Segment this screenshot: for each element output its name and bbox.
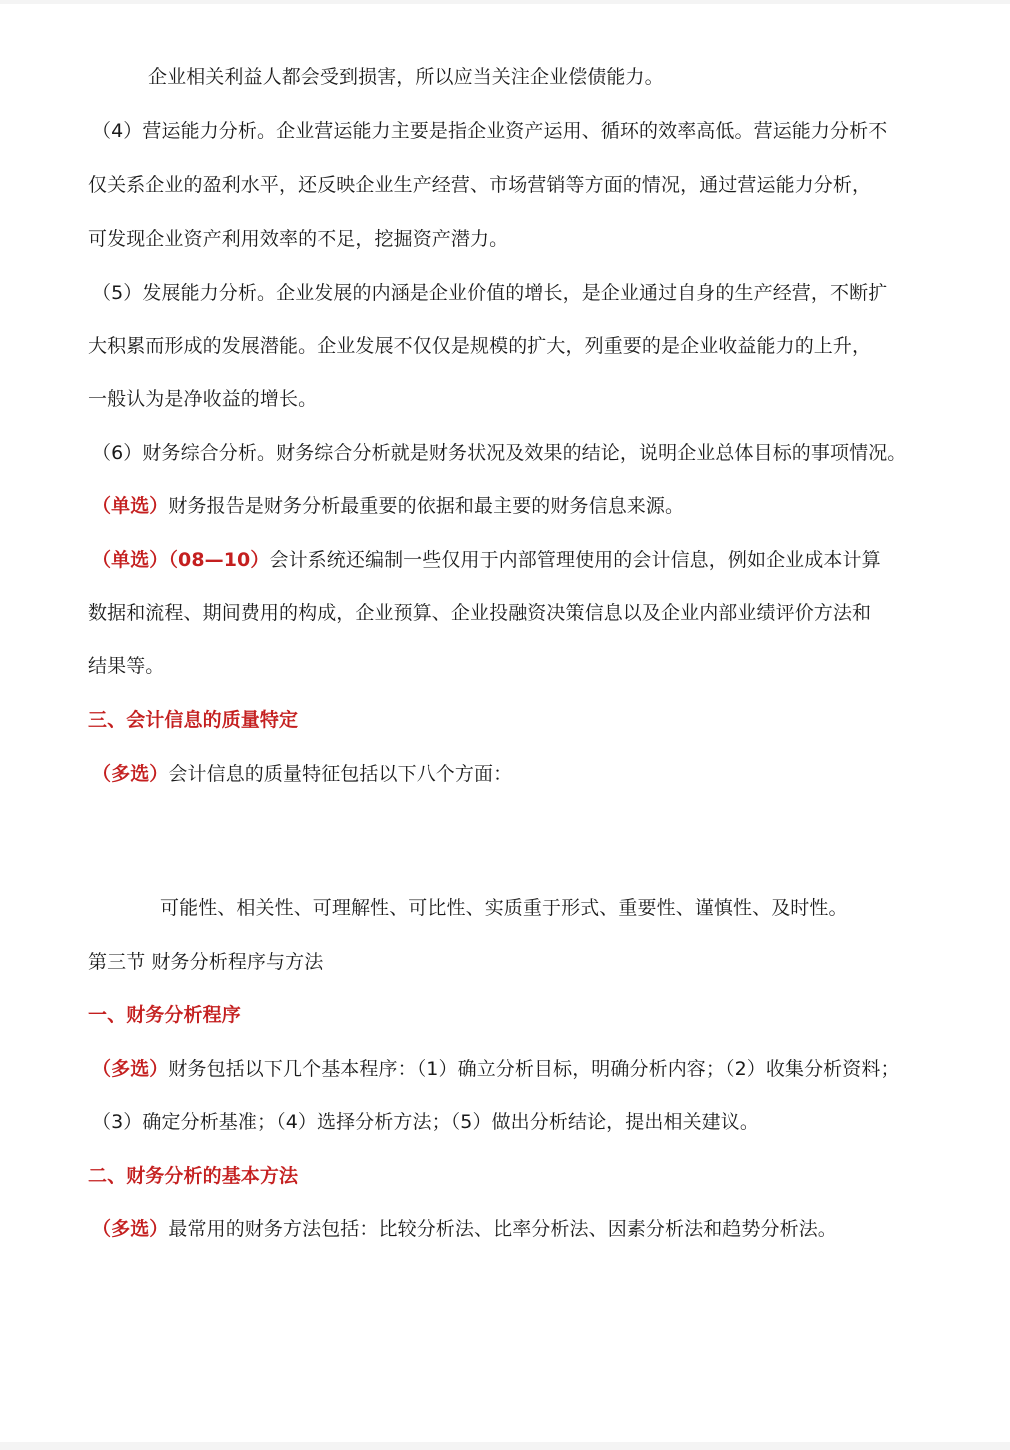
text-span: 财务报告是财务分析最重要的依据和最主要的财务信息来源。 bbox=[168, 495, 685, 517]
text-line: 结果等。 bbox=[88, 655, 165, 677]
text-span: 会计信息的质量特征包括以下八个方面： bbox=[168, 763, 513, 785]
text-line: 数据和流程、期间费用的构成，企业预算、企业投融资决策信息以及企业内部业绩评价方法和 bbox=[88, 602, 872, 624]
text-line: （4）营运能力分析。企业营运能力主要是指企业资产运用、循环的效率高低。营运能力分析不 bbox=[92, 120, 888, 142]
document-page bbox=[0, 4, 1010, 1442]
question-type-tag: （多选） bbox=[92, 763, 169, 785]
text-span: 财务包括以下几个基本程序：（1）确立分析目标，明确分析内容；（2）收集分析资料； bbox=[168, 1058, 900, 1080]
text-line: （3）确定分析基准；（4）选择分析方法；（5）做出分析结论，提出相关建议。 bbox=[92, 1111, 759, 1133]
text-line: 一般认为是净收益的增长。 bbox=[88, 388, 318, 410]
text-line: （5）发展能力分析。企业发展的内涵是企业价值的增长，是企业通过自身的生产经营，不断扩 bbox=[92, 282, 888, 304]
text-line: （6）财务综合分析。财务综合分析就是财务状况及效果的结论，说明企业总体目标的事项情况。 bbox=[92, 442, 907, 464]
text-line bbox=[92, 1216, 837, 1242]
text-line: 仅关系企业的盈利水平，还反映企业生产经营、市场营销等方面的情况，通过营运能力分析， bbox=[88, 174, 872, 196]
question-type-tag: （单选） bbox=[92, 495, 169, 517]
text-span: 会计系统还编制一些仅用于内部管理使用的会计信息，例如企业成本计算 bbox=[269, 549, 881, 571]
chapter-heading: 第三节 财务分析程序与方法 bbox=[88, 951, 324, 973]
text-line: 可发现企业资产利用效率的不足，挖掘资产潜力。 bbox=[88, 228, 509, 250]
text-line: 大积累而形成的发展潜能。企业发展不仅仅是规模的扩大，列重要的是企业收益能力的上升， bbox=[88, 335, 872, 357]
text-line bbox=[92, 1056, 900, 1082]
section-heading: 三、会计信息的质量特定 bbox=[88, 709, 299, 731]
text-line bbox=[92, 761, 512, 787]
section-heading: 二、财务分析的基本方法 bbox=[88, 1165, 299, 1187]
text-span: 最常用的财务方法包括：比较分析法、比率分析法、因素分析法和趋势分析法。 bbox=[168, 1218, 837, 1240]
section-heading: 一、财务分析程序 bbox=[88, 1004, 241, 1026]
text-line bbox=[92, 547, 881, 573]
question-type-tag: （多选） bbox=[92, 1058, 169, 1080]
text-line: 企业相关利益人都会受到损害，所以应当关注企业偿债能力。 bbox=[148, 66, 664, 88]
text-line bbox=[92, 493, 684, 519]
text-line: 可能性、相关性、可理解性、可比性、实质重于形式、重要性、谨慎性、及时性。 bbox=[160, 897, 848, 919]
question-type-tag: （单选）（08—10） bbox=[92, 549, 270, 571]
question-type-tag: （多选） bbox=[92, 1218, 169, 1240]
